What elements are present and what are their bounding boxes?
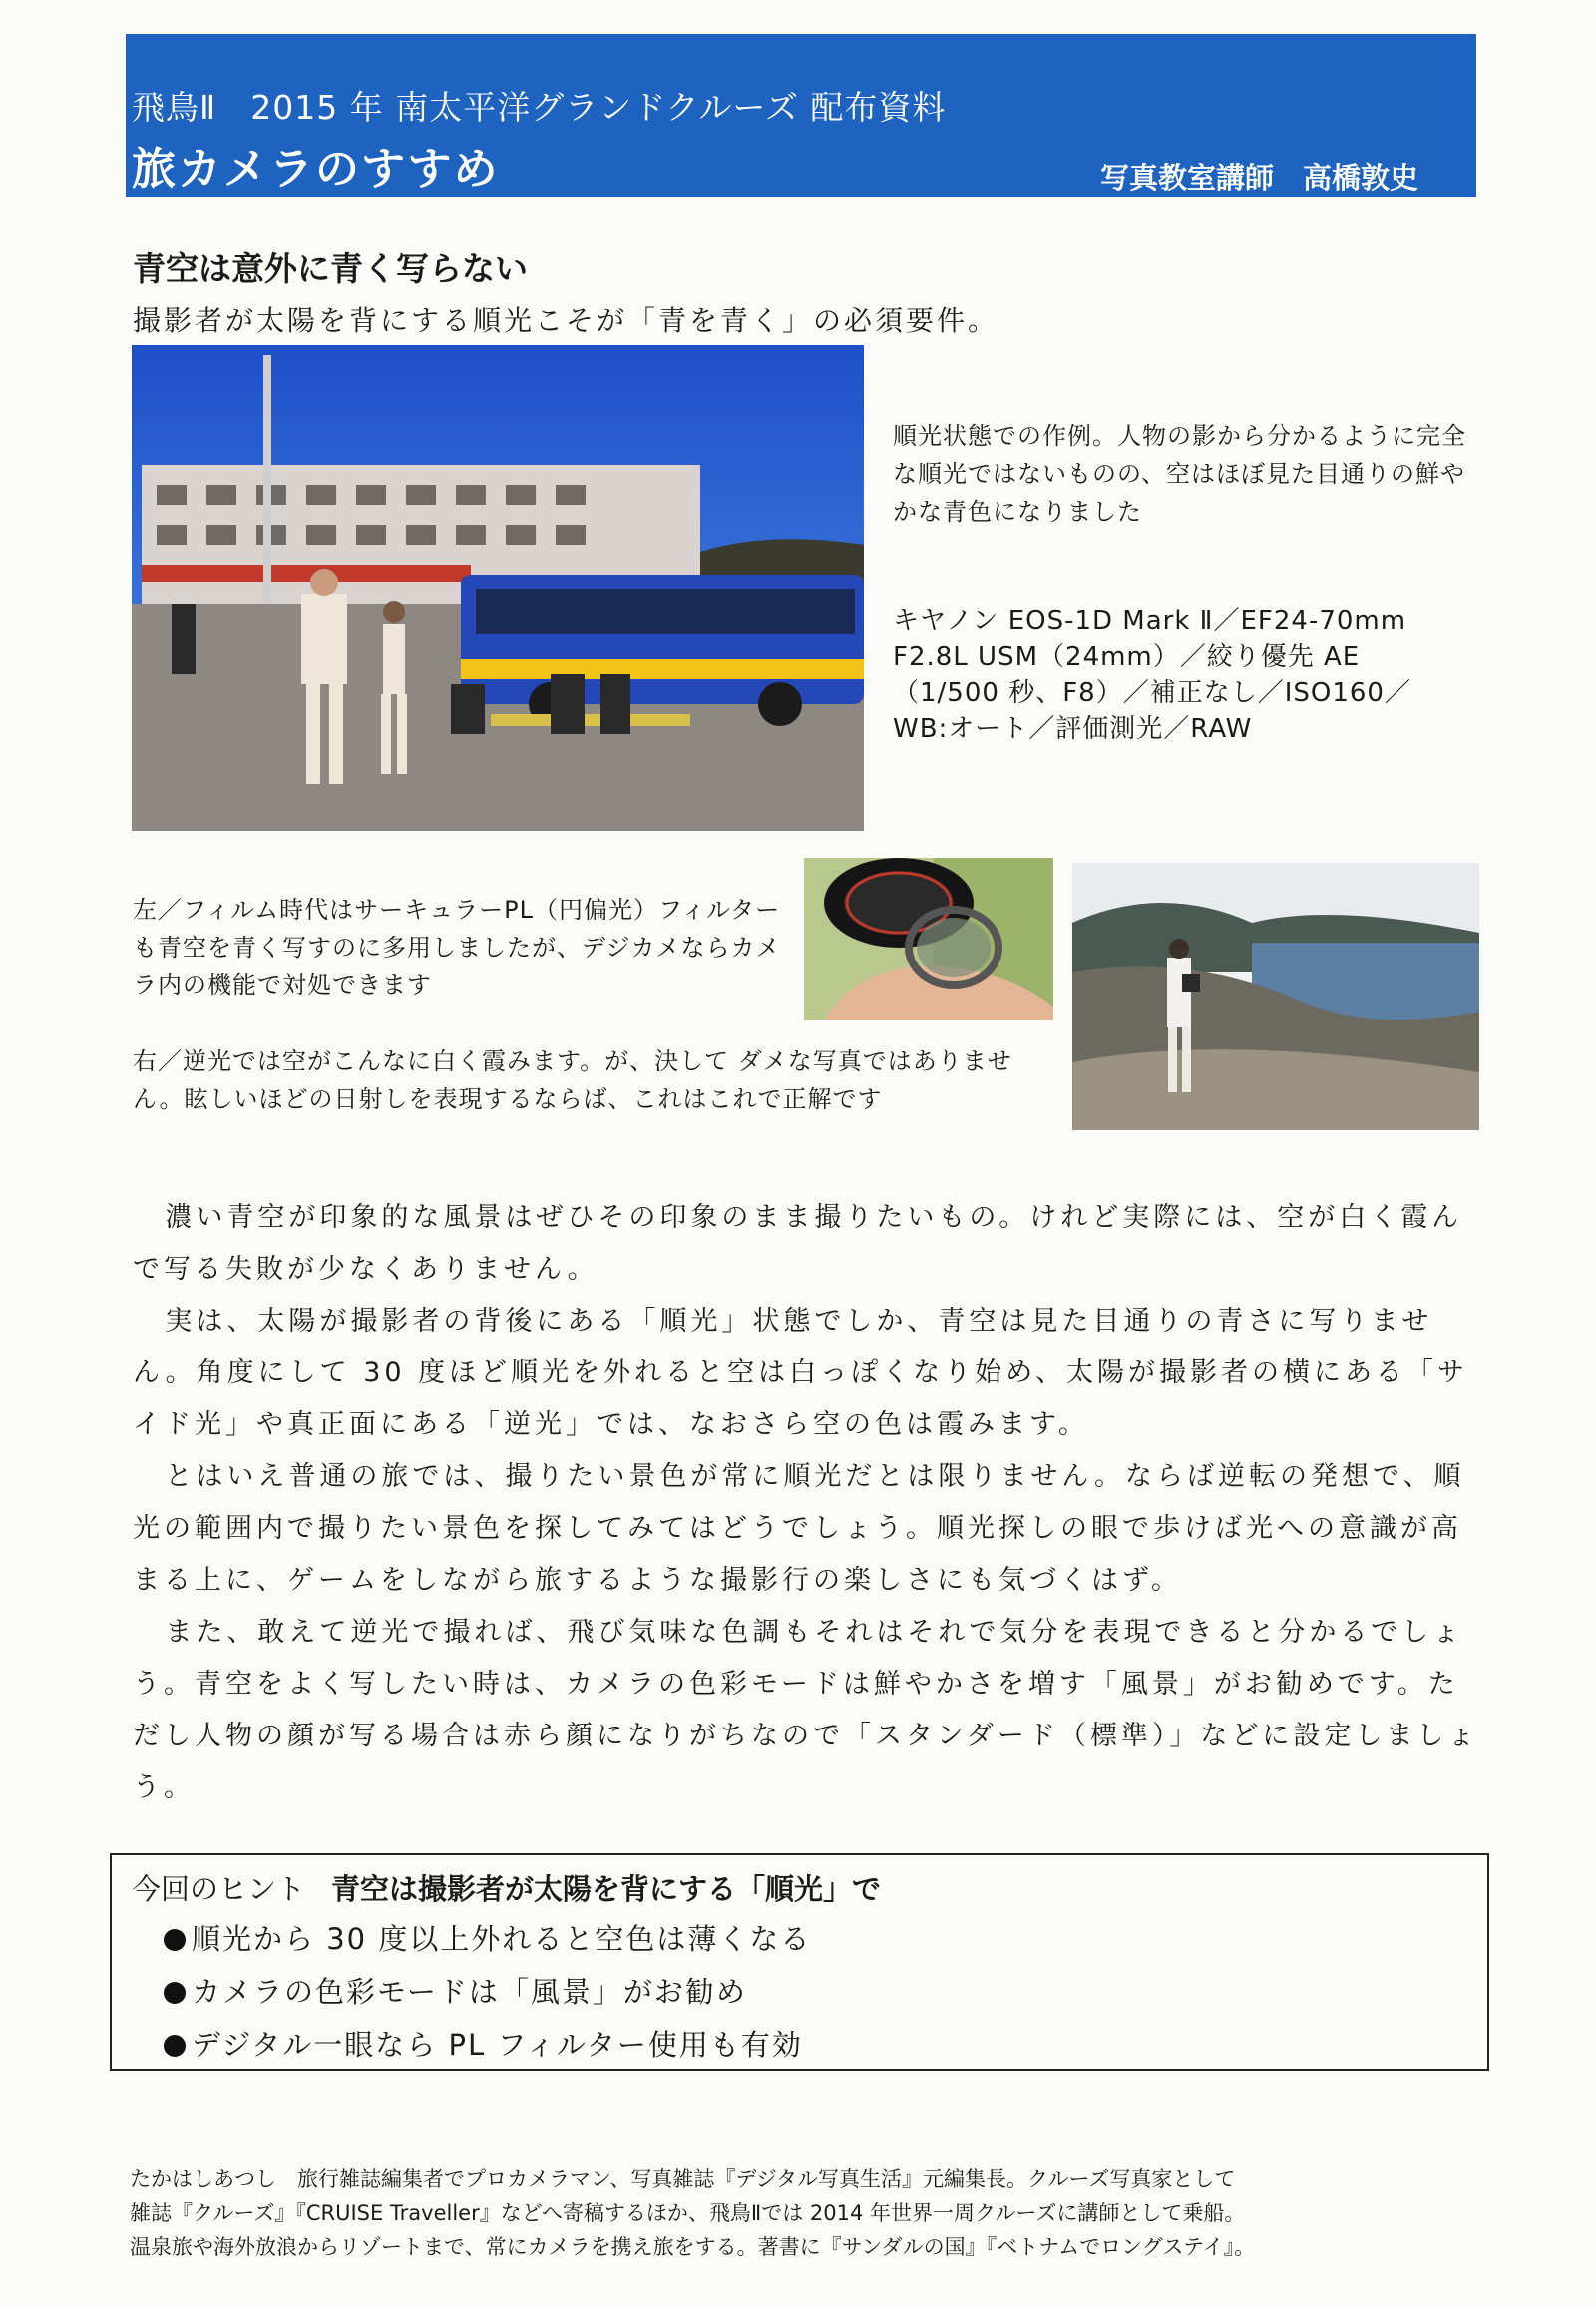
hint-item: [164, 1970, 747, 2011]
hint-headline: 青空は撮影者が太陽を背にする「順光」で: [331, 1872, 882, 1906]
bio-line: 温泉旅や海外放浪からリゾートまで、常にカメラを携え旅をする。著書に『サンダルの国』『ベトナムでロングステイ』。: [130, 2235, 1256, 2259]
bullet-icon: [164, 1929, 186, 1951]
hint-box: [110, 1853, 1489, 2071]
hint-item-text: 順光から 30 度以上外れると空色は薄くなる: [192, 1922, 812, 1956]
author-bio: [130, 2162, 1496, 2264]
body-paragraph-1: 濃い青空が印象的な風景はぜひその印象のまま撮りたいもの。けれど実際には、空が白く霞んで写る失敗が少なくありません。: [133, 1202, 1463, 1285]
hint-item: [164, 2023, 803, 2064]
bio-line: 雑誌『クルーズ』『CRUISE Traveller』などへ寄稿するほか、飛鳥Ⅱでは 2014 年世界一周クルーズに講師として乗船。: [130, 2201, 1246, 2225]
hint-heading: [132, 1867, 881, 1908]
section-title: 青空は意外に青く写らない: [133, 249, 528, 288]
body-paragraph-2: 実は、太陽が撮影者の背後にある「順光」状態でしか、青空は見た目通りの青さに写りません。角度にして 30 度ほど順光を外れると空は白っぽくなり始め、太陽が撮影者の横にある「サイド光」や真正面にある「逆光」では、なおさら空の色は霞みます。: [133, 1306, 1469, 1440]
filter-photo-caption: 左／フィルム時代はサーキュラーPL（円偏光）フィルターも青空を青く写すのに多用しましたが、デジカメならカメラ内の機能で対処できます: [133, 896, 781, 999]
frontlit-street-photo: [132, 345, 864, 831]
author-credit: 写真教室講師 高橋敦史: [1099, 161, 1418, 194]
article-body: [133, 1192, 1479, 1814]
header-banner: [126, 34, 1476, 197]
hint-item-text: カメラの色彩モードは「風景」がお勧め: [192, 1975, 747, 2009]
main-photo-caption: 順光状態での作例。人物の影から分かるように完全な順光ではないものの、空はほぼ見た目通りの鮮やかな青色になりました: [893, 422, 1466, 526]
backlit-photo-caption: 右／逆光では空がこんなに白く霞みます。が、決して ダメな写真ではありません。眩しいほどの日射しを表現するならば、これはこれで正解です: [133, 1047, 1012, 1113]
bullet-icon: [164, 2035, 186, 2057]
header-subtitle: 飛鳥Ⅱ 2015 年 南太平洋グランドクルーズ 配布資料: [132, 88, 947, 127]
camera-settings-caption: キヤノン EOS-1D Mark Ⅱ／EF24-70mm F2.8L USM（24mm）／絞り優先 AE（1/500 秒、F8）／補正なし／ISO160／WB:オート／評価測光／RAW: [893, 606, 1411, 744]
body-paragraph-4: また、敢えて逆光で撮れば、飛び気味な色調もそれはそれで気分を表現できると分かるでしょう。青空をよく写したい時は、カメラの色彩モードは鮮やかさを増す「風景」がお勧めです。ただし人物の顔が写る場合は赤ら顔になりがちなので「スタンダード（標準）」などに設定しましょう。: [133, 1617, 1479, 1803]
hint-label: 今回のヒント: [132, 1872, 306, 1906]
hint-item-text: デジタル一眼なら PL フィルター使用も有効: [192, 2028, 803, 2062]
page-title: 旅カメラのすすめ: [132, 144, 500, 194]
section-lead: 撮影者が太陽を背にする順光こそが「青を青く」の必須要件。: [133, 304, 999, 337]
hint-item: [164, 1917, 811, 1958]
body-paragraph-3: とはいえ普通の旅では、撮りたい景色が常に順光だとは限りません。ならば逆転の発想で、順光の範囲内で撮りたい景色を探してみてはどうでしょう。順光探しの眼で歩けば光への意識が高まる上に、ゲームをしながら旅するような撮影行の楽しさにも気づくはず。: [133, 1461, 1465, 1596]
bullet-icon: [164, 1982, 186, 2004]
bio-line: たかはしあつし 旅行雑誌編集者でプロカメラマン、写真雑誌『デジタル写真生活』元編集長。クルーズ写真家として: [130, 2167, 1236, 2191]
backlit-landscape-photo: [1072, 863, 1479, 1130]
pl-filter-photo: [804, 858, 1053, 1020]
